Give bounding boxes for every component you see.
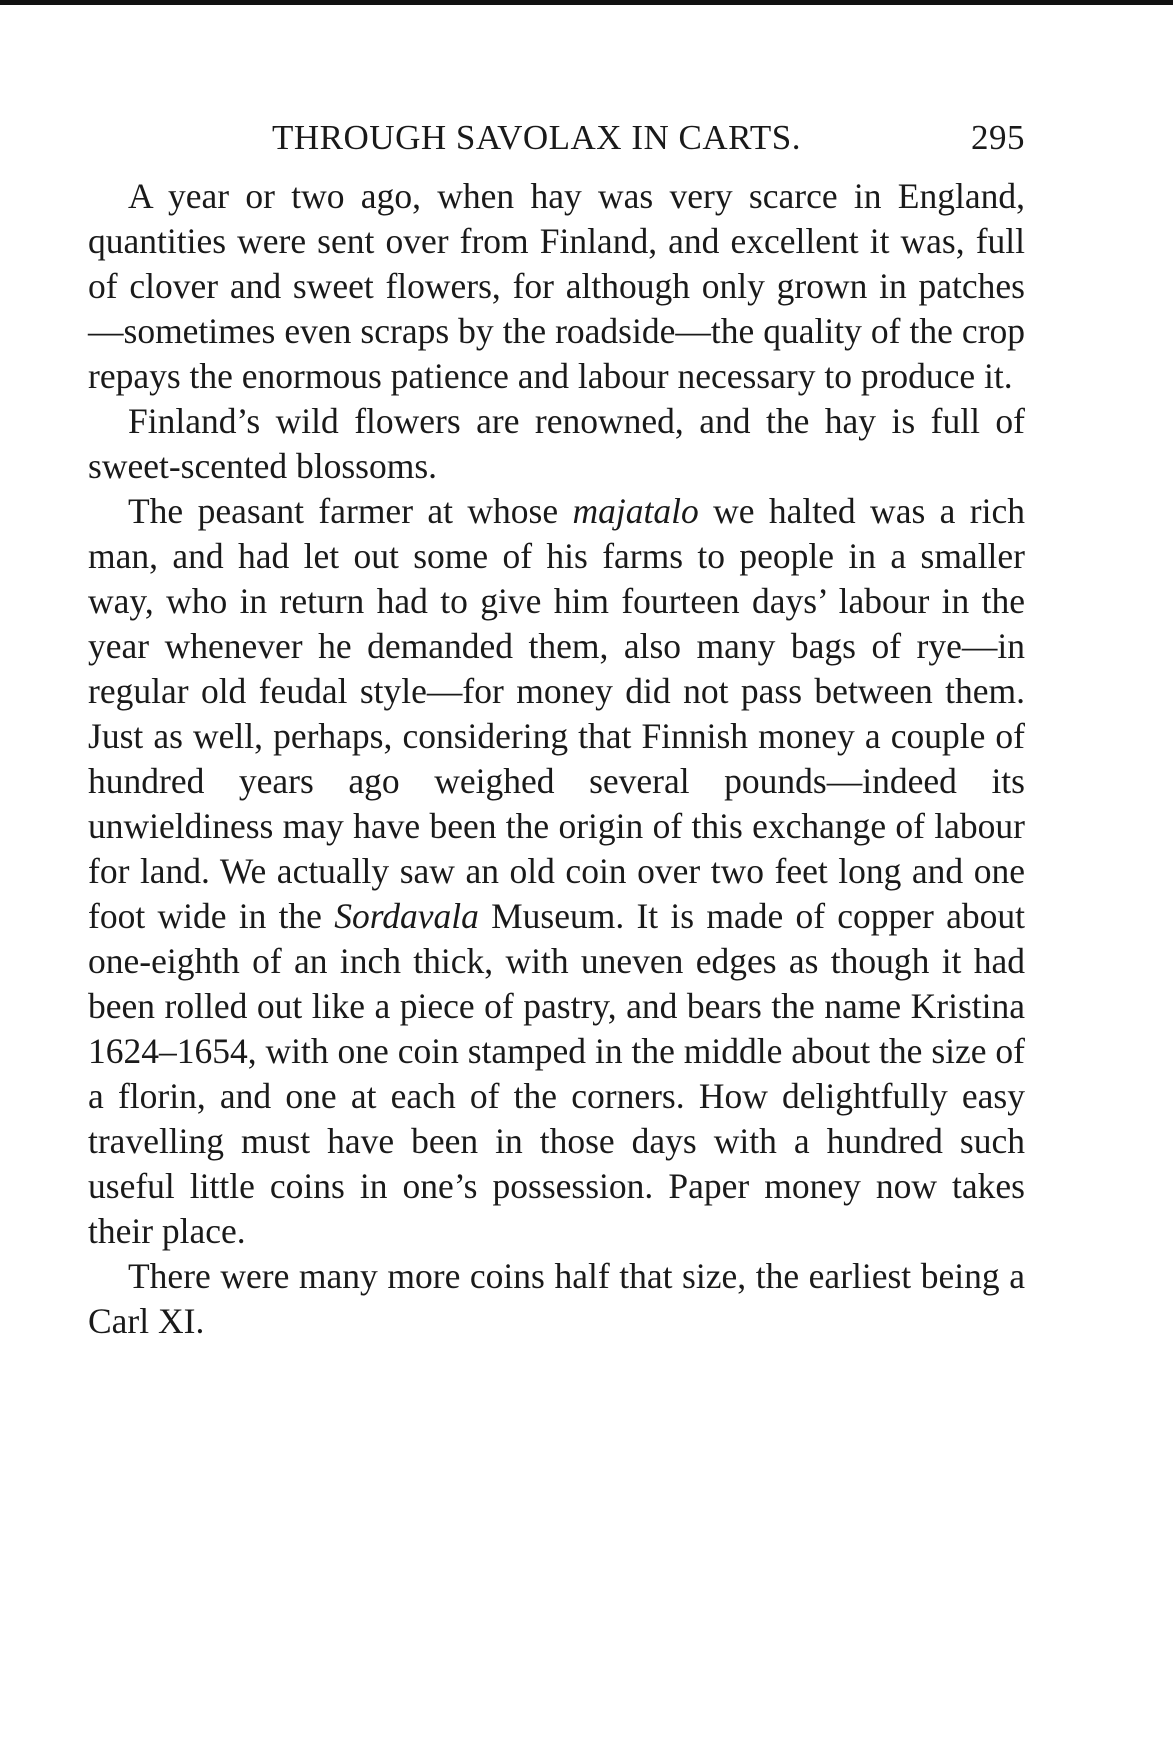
paragraph-peasant-farmer xyxy=(88,489,1025,1254)
running-header xyxy=(88,118,1025,174)
book-page xyxy=(88,118,1025,1344)
italic-term-majatalo: majatalo xyxy=(572,491,699,531)
farmer-text-lead: The peasant farmer at whose xyxy=(128,491,573,531)
page-number: 295 xyxy=(971,118,1025,157)
top-edge-rule xyxy=(0,0,1173,5)
paragraph-wild-flowers: Finland’s wild flowers are renowned, and the hay is full of sweet-scented blossoms. xyxy=(88,401,1025,486)
paragraph-hay-from-finland: A year or two ago, when hay was very scarce in England, quantities were sent over from Finland, and excellent it was, full of clover and sweet flowers, for although only grown in patches—sometimes even scraps by the roadside—the quality of the crop repays the enormous patience and labour necessary to produce it. xyxy=(88,176,1025,396)
running-title: THROUGH SAVOLAX IN CARTS. xyxy=(272,118,801,157)
italic-term-sordavala: Sordavala xyxy=(334,896,479,936)
paragraph-more-coins: There were many more coins half that size, the earliest being a Carl XI. xyxy=(88,1256,1025,1341)
farmer-text-tail: Museum. It is made of copper about one-eighth of an inch thick, with uneven edges as though it had been rolled out like a piece of pastry, and bears the name Kristina 1624–1654, with one coin stamped in the middle about the size of a florin, and one at each of the corners. How delightfully easy travelling must have been in those days with a hundred such useful little coins in one’s possession. Paper money now takes their place. xyxy=(88,896,1025,1251)
farmer-text-middle: we halted was a rich man, and had let out some of his farms to people in a smaller way, who in return had to give him fourteen days’ labour in the year whenever he demanded them, also many bags of rye—in regular old feudal style—for money did not pass between them. Just as well, perhaps, considering that Finnish money a couple of hundred years ago weighed several pounds—indeed its unwieldiness may have been the origin of this exchange of labour for land. We actually saw an old coin over two feet long and one foot wide in the xyxy=(88,491,1025,936)
